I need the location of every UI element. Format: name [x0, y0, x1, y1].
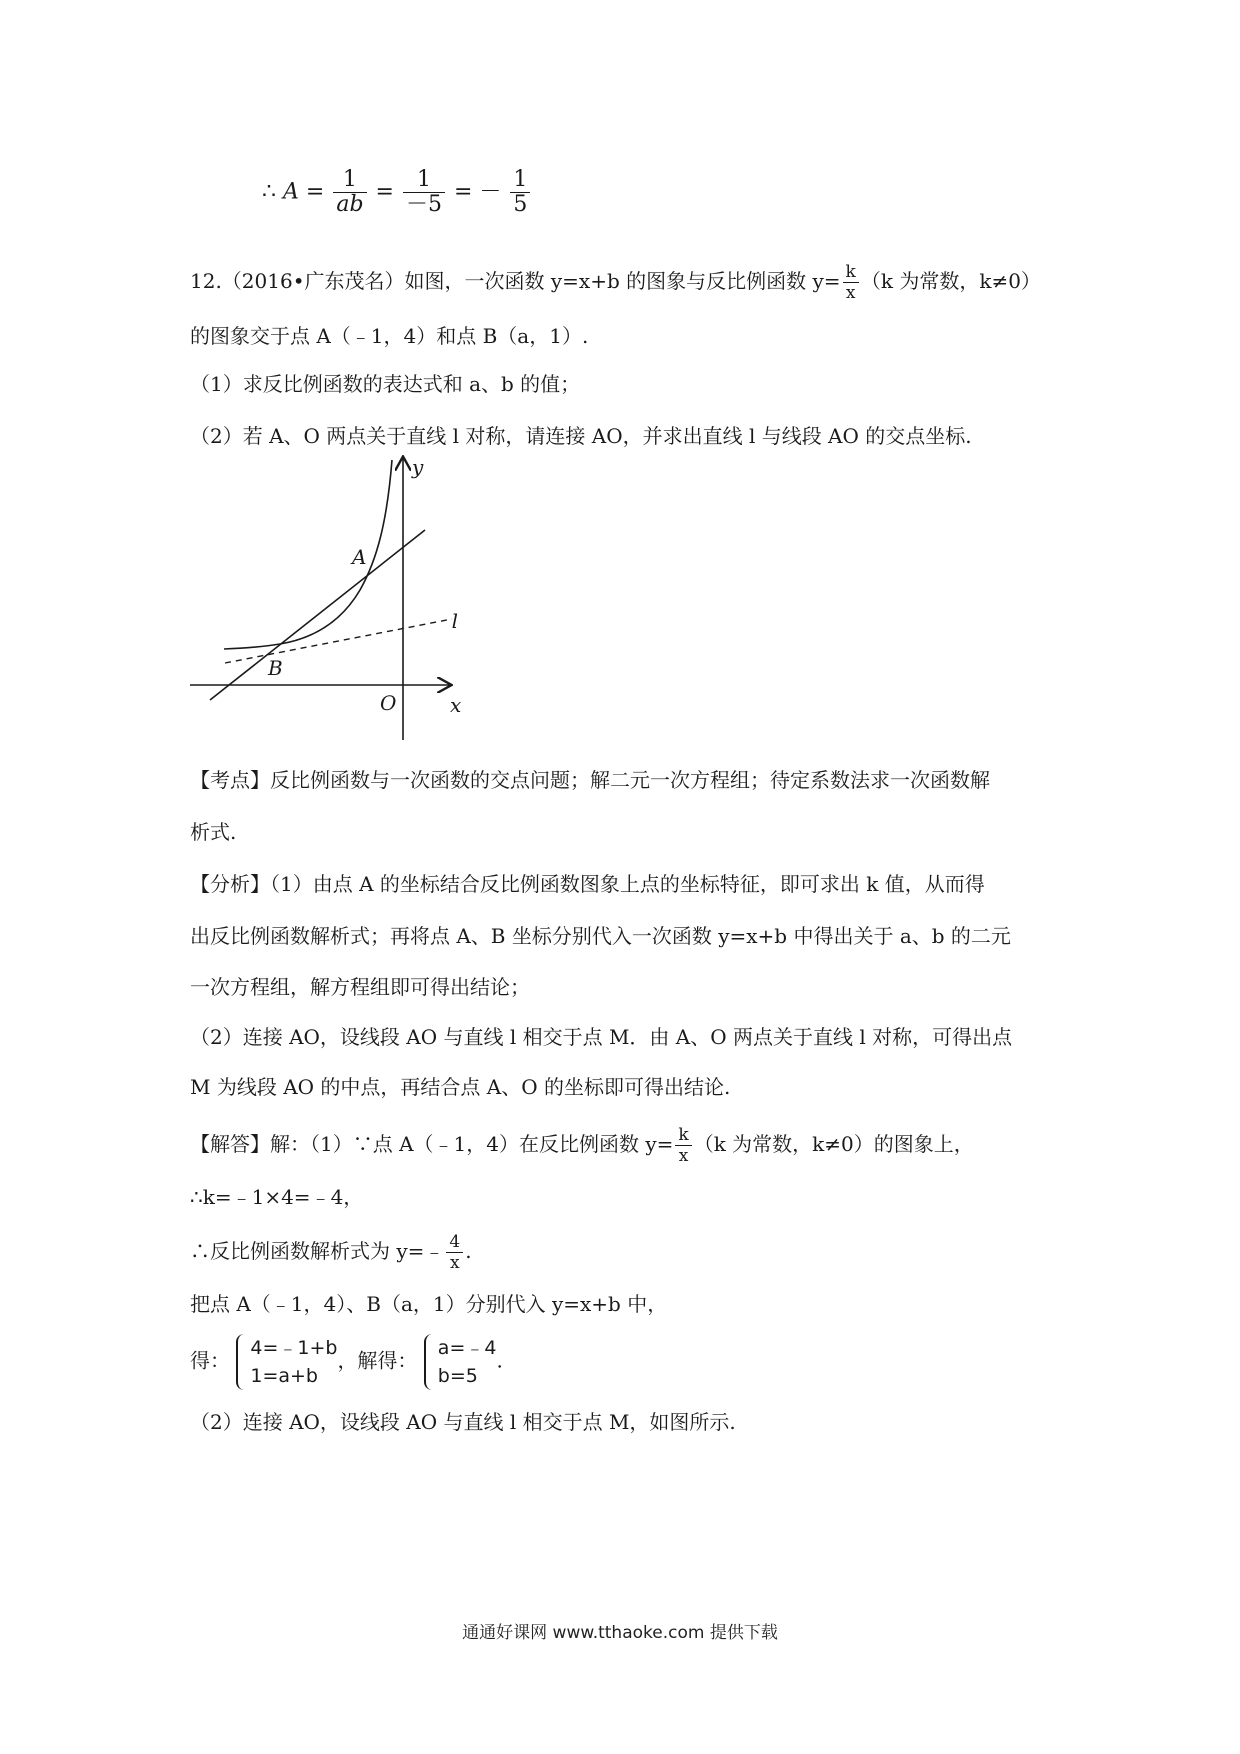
equation-row: 4=﹣1+b [250, 1337, 338, 1359]
fraction-denominator: －5 [405, 192, 442, 217]
fraction-numerator: k [675, 1125, 691, 1146]
fraction-denominator: ab [336, 192, 364, 217]
function-graph-figure [180, 452, 460, 742]
jieda-line-6: （2）连接 AO，设线段 AO 与直线 l 相交于点 M，如图所示. [190, 1410, 736, 1434]
problem-line-2: 的图象交于点 A（﹣1，4）和点 B（a，1）. [190, 324, 589, 348]
jieda-line-1 [190, 1125, 974, 1166]
footer-watermark: 通通好课网 www.tthaoke.com 提供下载 [462, 1623, 778, 1643]
question-1: （1）求反比例函数的表达式和 a、b 的值； [190, 372, 581, 396]
label-x: x [450, 693, 462, 717]
problem-text: （k 为常数，k≠0） [860, 269, 1041, 293]
jieda-line-5 [190, 1334, 503, 1390]
minus-sign: － [479, 179, 502, 205]
label-l: l [451, 609, 458, 633]
therefore-symbol: ∴ [262, 179, 276, 205]
equation-row: b=5 [437, 1365, 478, 1387]
fraction-1-ab [333, 168, 366, 217]
problem-text: 12.（2016•广东茂名）如图，一次函数 y=x+b 的图象与反比例函数 y= [190, 269, 841, 293]
equals: = [375, 179, 394, 205]
fraction-numerator: 4 [446, 1232, 463, 1253]
fenxi-line-4: （2）连接 AO，设线段 AO 与直线 l 相交于点 M．由 A、O 两点关于直线 l 对称，可得出点 [190, 1025, 1013, 1049]
solution-text: （k 为常数，k≠0）的图象上， [693, 1132, 974, 1156]
equals: = [453, 179, 473, 205]
equals: = [305, 179, 325, 205]
brace-icon [424, 1334, 438, 1390]
fraction-1-5 [510, 168, 530, 217]
label-B: B [268, 656, 283, 680]
equation-row: 1=a+b [250, 1365, 318, 1387]
fraction-k-over-x [675, 1125, 691, 1166]
label-O: O [380, 691, 397, 715]
solution-text: 得： [190, 1348, 230, 1373]
solution-text: 【解答】解：（1）∵点 A（﹣1，4）在反比例函数 y= [190, 1132, 674, 1156]
question-2: （2）若 A、O 两点关于直线 l 对称，请连接 AO，并求出直线 l 与线段 AO 的交点坐标. [190, 424, 972, 448]
brace-icon [236, 1334, 250, 1390]
symmetry-line-l [225, 619, 452, 663]
fraction-denominator: x [450, 1253, 460, 1273]
fenxi-line-1: 【分析】（1）由点 A 的坐标结合反比例函数图象上点的坐标特征，即可求出 k 值，从而得 [190, 872, 985, 896]
top-formula [262, 168, 532, 217]
label-A: A [352, 545, 367, 569]
fraction-numerator: 1 [403, 168, 445, 193]
solution-text: . [496, 1348, 503, 1373]
formula-var: A [283, 179, 299, 205]
label-y: y [412, 455, 424, 479]
equation-system-1 [236, 1334, 337, 1390]
fraction-1-neg5 [403, 168, 445, 217]
fraction-denominator: 5 [513, 192, 528, 217]
jieda-line-4: 把点 A（﹣1，4）、B（a，1）分别代入 y=x+b 中， [190, 1292, 668, 1316]
equation-system-2 [424, 1334, 497, 1390]
solution-text: ，解得： [337, 1348, 418, 1373]
jieda-line-3 [190, 1232, 472, 1273]
solution-text: . [465, 1239, 472, 1263]
equation-row: a=﹣4 [437, 1337, 497, 1359]
fraction-numerator: 1 [510, 168, 530, 193]
kaodian-line-2: 析式. [190, 820, 237, 844]
fraction-numerator: k [843, 262, 859, 283]
fraction-denominator: x [678, 1146, 689, 1166]
fraction-4-over-x [446, 1232, 463, 1273]
hyperbola-curve [224, 460, 392, 649]
fraction-denominator: x [845, 283, 856, 303]
fenxi-line-5: M 为线段 AO 的中点，再结合点 A、O 的坐标即可得出结论. [190, 1075, 731, 1099]
linear-function-line [210, 530, 425, 700]
fraction-numerator: 1 [333, 168, 366, 193]
fenxi-line-2: 出反比例函数解析式；再将点 A、B 坐标分别代入一次函数 y=x+b 中得出关于 a、b 的二元 [190, 924, 1011, 948]
kaodian-line-1: 【考点】反比例函数与一次函数的交点问题；解二元一次方程组；待定系数法求一次函数解 [190, 768, 990, 792]
solution-text: ∴反比例函数解析式为 y=﹣ [190, 1239, 445, 1263]
fenxi-line-3: 一次方程组，解方程组即可得出结论； [190, 975, 530, 999]
jieda-line-2: ∴k=﹣1×4=﹣4， [190, 1185, 364, 1209]
problem-line-1 [190, 262, 1041, 303]
fraction-k-over-x [843, 262, 859, 303]
